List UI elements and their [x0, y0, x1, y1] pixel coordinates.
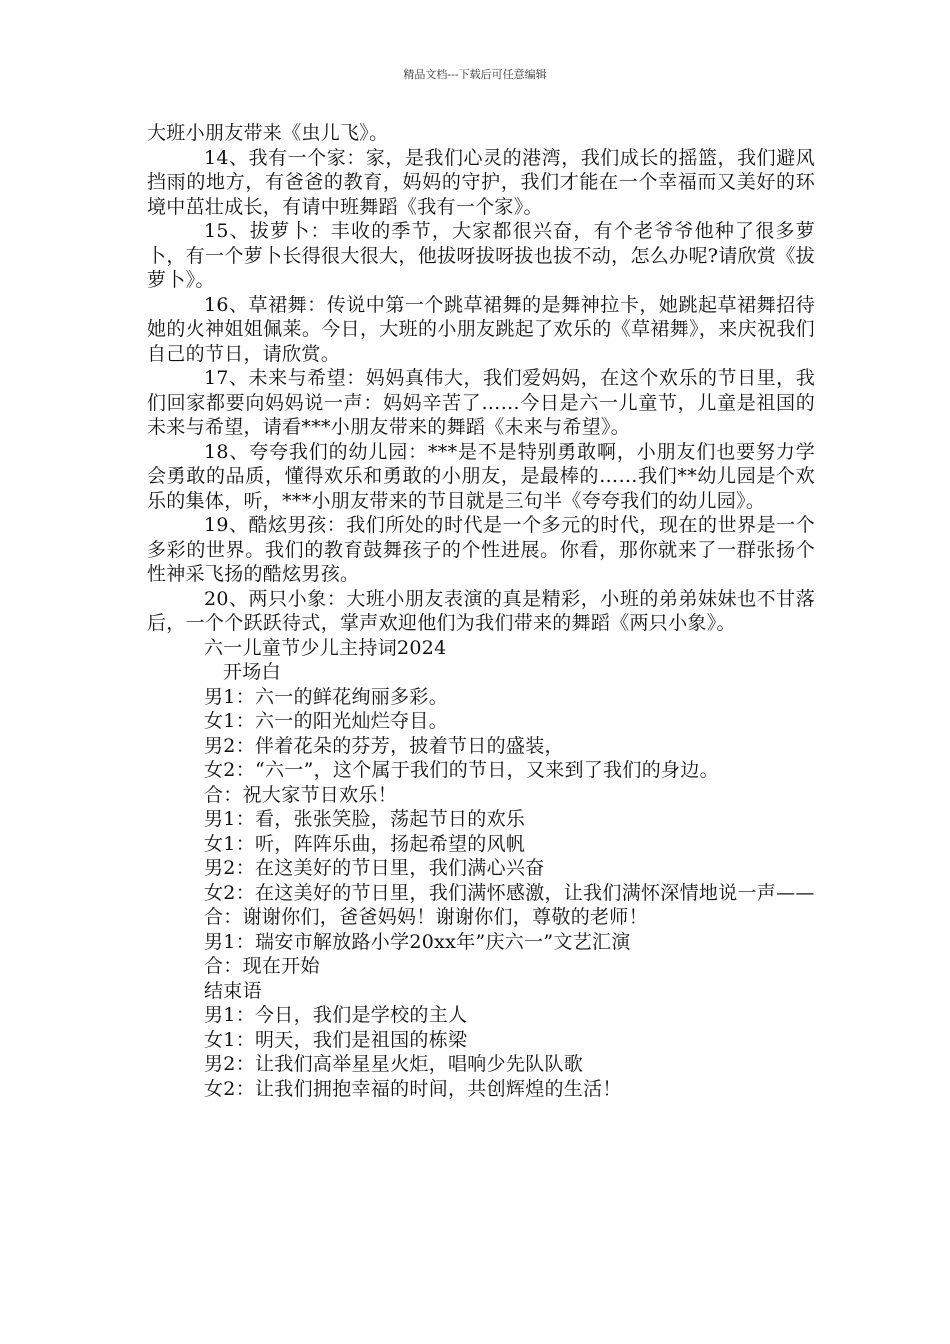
dialogue-line: 女2：让我们拥抱幸福的时间，共创辉煌的生活！: [204, 1077, 622, 1100]
dialogue-line: 男1：瑞安市解放路小学20xx年”庆六一”文艺汇演: [204, 930, 631, 953]
dialogue-line: 合：现在开始: [204, 955, 320, 977]
paragraph: 16、草裙舞：传说中第一个跳草裙舞的是舞神拉卡，她跳起草裙舞招待她的火神姐姐佩莱。今日，大班的小朋友跳起了欢乐的《草裙舞》，来庆祝我们自己的节日，请欣赏。: [147, 293, 815, 365]
section-title: 六一儿童节少儿主持词2024: [204, 636, 447, 659]
dialogue-line: 女2：“六一”，这个属于我们的节日，又来到了我们的身边。: [204, 759, 719, 781]
paragraph: 20、两只小象：大班小朋友表演的真是精彩，小班的弟弟妹妹也不甘落后，一个个跃跃待式，掌声欢迎他们为我们带来的舞蹈《两只小象》。: [147, 587, 815, 634]
paragraph: 15、拔萝卜：丰收的季节，大家都很兴奋，有个老爷爷他种了很多萝卜，有一个萝卜长得很大很大，他拔呀拔呀拔也拔不动，怎么办呢?请欣赏《拔萝卜》。: [147, 220, 815, 291]
dialogue-line: 男2：在这美好的节日里，我们满心兴奋: [204, 857, 545, 879]
section-heading: 开场白: [223, 661, 281, 683]
dialogue-line: 男2：让我们高举星星火炬，唱响少先队队歌: [204, 1053, 584, 1075]
section-heading: 结束语: [204, 979, 262, 1002]
dialogue-line: 男1：今日，我们是学校的主人: [204, 1004, 468, 1026]
dialogue-line: 男2：伴着花朵的芬芳，披着节日的盛装，: [204, 734, 564, 757]
paragraph: 18、夸夸我们的幼儿园：***是不是特别勇敢啊，小朋友们也要努力学会勇敢的品质，懂得欢乐和勇敢的小朋友，是最棒的……我们**幼儿园是个欢乐的集体，听，***小朋友带来的节目就是三句半《夸夸我们的幼儿园》。: [147, 440, 815, 512]
paragraph: 14、我有一个家：家，是我们心灵的港湾，我们成长的摇篮，我们避风挡雨的地方，有爸爸的教育，妈妈的守护，我们才能在一个幸福而又美好的环境中茁壮成长，有请中班舞蹈《我有一个家》。: [147, 146, 815, 218]
paragraph: 17、未来与希望：妈妈真伟大，我们爱妈妈，在这个欢乐的节日里，我们回家都要向妈妈说一声：妈妈辛苦了……今日是六一儿童节，儿童是祖国的未来与希望，请看***小朋友带来的舞蹈《未来与希望》。: [147, 367, 815, 438]
document-body: [147, 121, 815, 1101]
dialogue-line: 合：谢谢你们，爸爸妈妈！谢谢你们，尊敬的老师！: [204, 906, 648, 928]
paragraph: 19、酷炫男孩：我们所处的时代是一个多元的时代，现在的世界是一个多彩的世界。我们的教育鼓舞孩子的个性进展。你看，那你就来了一群张扬个性神采飞扬的酷炫男孩。: [147, 514, 815, 585]
dialogue-line: 男1：六一的鲜花绚丽多彩。: [204, 685, 448, 708]
paragraph: 大班小朋友带来《虫儿飞》。: [147, 122, 389, 144]
dialogue-line: 女1：六一的阳光灿烂夺目。: [204, 710, 448, 732]
dialogue-line: 女1：明天，我们是祖国的栋梁: [204, 1028, 468, 1051]
dialogue-line: 合：祝大家节日欢乐！: [204, 783, 398, 806]
dialogue-line: 女1：听，阵阵乐曲，扬起希望的风帆: [204, 832, 526, 855]
dialogue-line: 男1：看，张张笑脸，荡起节日的欢乐: [204, 808, 526, 830]
page-header: 精品文档---下载后可任意编辑: [403, 68, 547, 81]
dialogue-line: 女2：在这美好的节日里，我们满怀感激，让我们满怀深情地说一声——: [204, 881, 815, 904]
